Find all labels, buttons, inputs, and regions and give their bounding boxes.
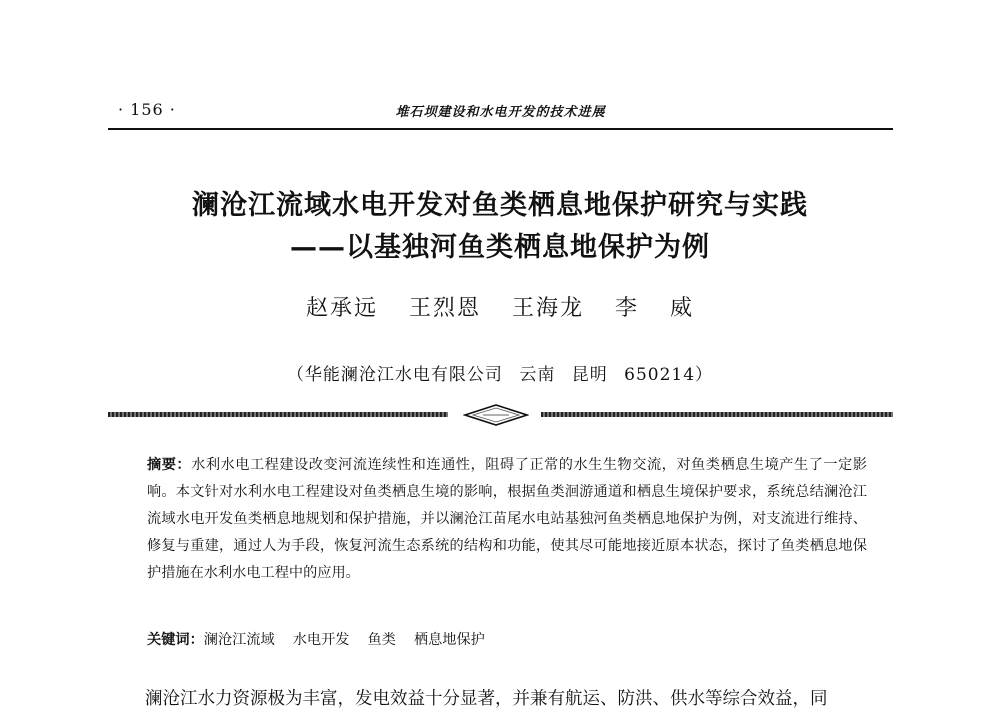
abstract-text: 水利水电工程建设改变河流连续性和连通性，阻碍了正常的水生生物交流，对鱼类栖息生境产生了一定影响。本文针对水利水电工程建设对鱼类栖息生境的影响，根据鱼类洄游通道和栖息生境保护要求，系统总结澜沧江流域水电开发鱼类栖息地规划和保护措施，并以澜沧江苗尾水电站基独河鱼类栖息地保护为例，对支流进行维持、修复与重建，通过人为手段，恢复河流生态系统的结构和功能，使其尽可能地接近原本状态，探讨了鱼类栖息地保护措施在水利水电工程中的应用。: [147, 457, 867, 581]
divider-right-rule: [541, 412, 893, 417]
abstract-label: 摘要：: [147, 457, 192, 473]
keyword-item: 澜沧江流域: [203, 632, 275, 648]
keyword-item: 鱼类: [367, 632, 396, 648]
keywords-label: 关键词：: [147, 632, 204, 648]
page-number: · 156 ·: [118, 100, 176, 119]
article-title: 澜沧江流域水电开发对鱼类栖息地保护研究与实践: [192, 190, 808, 221]
keyword-item: 水电开发: [292, 632, 350, 648]
affiliation: （华能澜沧江水电有限公司 云南 昆明 650214）: [286, 365, 714, 385]
journal-title: 堆石坝建设和水电开发的技术进展: [395, 105, 606, 120]
keyword-item: 栖息地保护: [413, 632, 485, 648]
running-header: [108, 96, 893, 130]
abstract: [147, 452, 867, 587]
keywords: [147, 628, 867, 652]
author-list: 赵承远 王烈恩 王海龙 李 威: [306, 296, 694, 321]
divider-left-rule: [108, 412, 448, 417]
ornamental-divider: [108, 403, 893, 427]
article-subtitle: ——以基独河鱼类栖息地保护为例: [290, 232, 710, 263]
body-paragraph: 澜沧江水力资源极为丰富，发电效益十分显著，并兼有航运、防洪、供水等综合效益，同: [145, 689, 828, 709]
diamond-ornament-icon: [463, 403, 529, 427]
